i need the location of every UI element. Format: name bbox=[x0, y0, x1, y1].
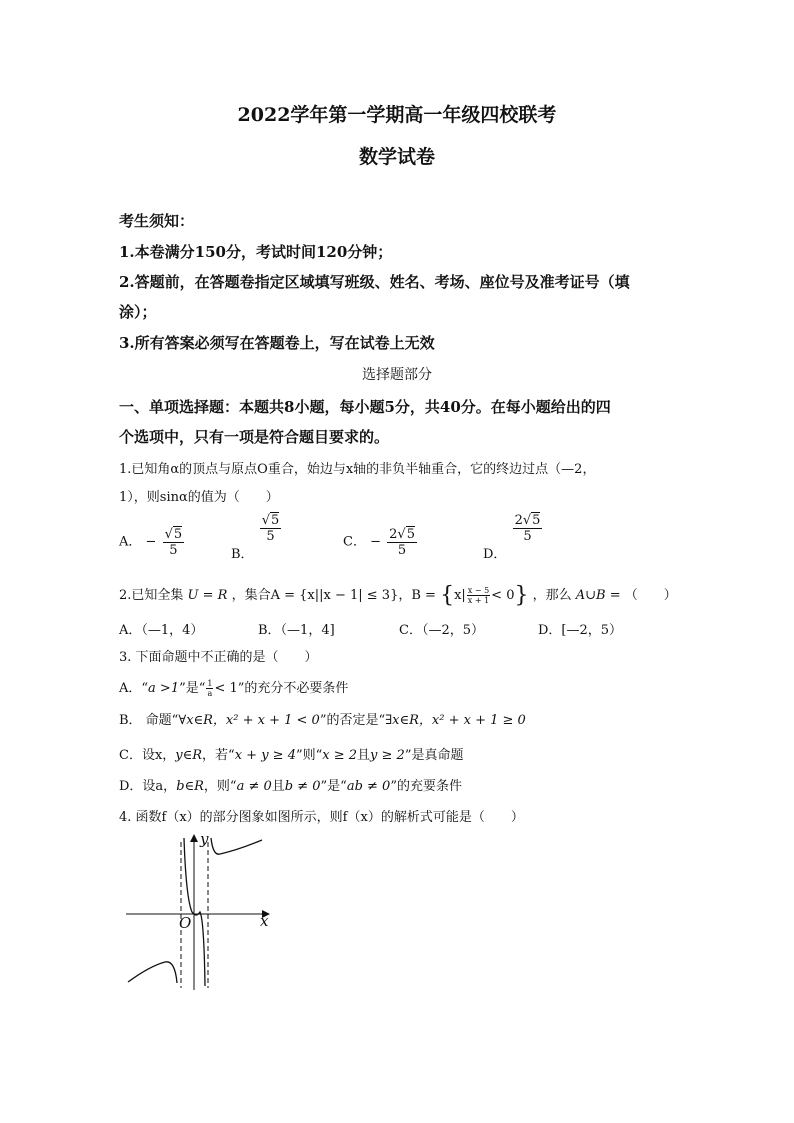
q3-option-d: D．设a，b∈R，则“a ≠ 0且b ≠ 0”是“ab ≠ 0”的充要条件 bbox=[119, 779, 462, 794]
q1-option-d-fraction: $\frac{2√5}{5}$ bbox=[514, 513, 541, 544]
y-axis-arrow bbox=[190, 834, 198, 842]
q1-option-a-minus: − bbox=[145, 534, 157, 550]
q1-option-b bbox=[231, 512, 283, 562]
q1-option-c-minus: − bbox=[370, 534, 381, 550]
q1-option-d-label: D． bbox=[483, 546, 507, 562]
notice-item-3: 3.所有答案必须写在答题卷上，写在试卷上无效 bbox=[119, 334, 435, 352]
q3-option-c: C．设x，y∈R，若“x + y ≥ 4”则“x ≥ 2且y ≥ 2”是真命题 bbox=[119, 748, 464, 763]
q1-stem-b: 1），则sinα的值为（ ） bbox=[119, 490, 279, 505]
section-title: 选择题部分 bbox=[362, 367, 432, 383]
q1-option-d bbox=[483, 512, 544, 562]
notice-item-2a: 2.答题前，在答题卷指定区域填写班级、姓名、考场、座位号及准考证号（填 bbox=[119, 273, 630, 291]
q3-option-a-fraction: $\frac{1}{a}$ bbox=[207, 679, 213, 698]
q2-universal-set: U = R bbox=[187, 588, 228, 603]
q1-option-a bbox=[119, 526, 186, 558]
q2-option-c: C．（—2，5） bbox=[399, 623, 484, 638]
notice-item-1: 1.本卷满分150分，考试时间120分钟； bbox=[119, 243, 393, 261]
curve-right-branch bbox=[211, 838, 262, 854]
q2-set-a: ，集合A = {x||x − 1| ≤ 3}，B = bbox=[231, 588, 436, 603]
q2-option-b: B．（—1，4] bbox=[258, 623, 335, 638]
q3-option-b: B． 命题“∀x∈R，x² + x + 1 < 0”的否定是“∃x∈R，x² + x + 1 ≥ 0 bbox=[119, 713, 526, 728]
q1-option-c-label: C． bbox=[343, 534, 366, 550]
notice-item-2b: 涂）； bbox=[119, 303, 157, 321]
q3-option-a: A．“a >1”是“ $\frac{1}{a}$ < 1”的充分不必要条件 bbox=[119, 679, 349, 698]
q2-stem: 2.已知全集 U = R ，集合A = {x||x − 1| ≤ 3}，B = {x| $\frac{x - 5}{x + 1}$ < 0} ，那么 A∪B = （ ） bbox=[119, 583, 677, 608]
q2-option-d: D．[—2，5） bbox=[538, 623, 623, 638]
exam-title: 2022学年第一学期高一年级四校联考 bbox=[237, 104, 557, 126]
curve-left-branch bbox=[128, 962, 177, 983]
axis-label-x: x bbox=[260, 912, 269, 930]
q3-stem: 3. 下面命题中不正确的是（ ） bbox=[119, 650, 318, 665]
q1-option-c bbox=[343, 526, 419, 558]
q2-option-a: A．（—1，4） bbox=[119, 623, 204, 638]
section-intro-b: 个选项中，只有一项是符合题目要求的。 bbox=[119, 428, 390, 446]
q2-set-b-fraction: $\frac{x - 5}{x + 1}$ bbox=[467, 586, 490, 605]
q1-stem-a: 1.已知角α的顶点与原点O重合，始边与x轴的非负半轴重合，它的终边过点（—2， bbox=[119, 462, 596, 477]
q1-option-a-fraction: $\frac{√5}{5}$ bbox=[164, 527, 183, 558]
q1-option-b-fraction: $\frac{√5}{5}$ bbox=[261, 513, 280, 544]
q4-function-graph bbox=[120, 828, 280, 993]
section-intro-a: 一、单项选择题：本题共8小题，每小题5分，共40分。在每小题给出的四 bbox=[119, 398, 611, 416]
q4-stem: 4. 函数f（x）的部分图象如图所示，则f（x）的解析式可能是（ ） bbox=[119, 810, 524, 825]
axis-label-y: y bbox=[200, 830, 209, 848]
q1-option-c-fraction: $\frac{2√5}{5}$ bbox=[389, 527, 415, 558]
exam-subtitle: 数学试卷 bbox=[358, 146, 435, 168]
notice-heading: 考生须知： bbox=[119, 212, 195, 230]
q2-union: A∪B = bbox=[575, 588, 621, 603]
q1-option-b-label: B． bbox=[231, 546, 254, 562]
q1-option-a-label: A． bbox=[119, 534, 142, 550]
origin-label: O bbox=[179, 914, 192, 932]
